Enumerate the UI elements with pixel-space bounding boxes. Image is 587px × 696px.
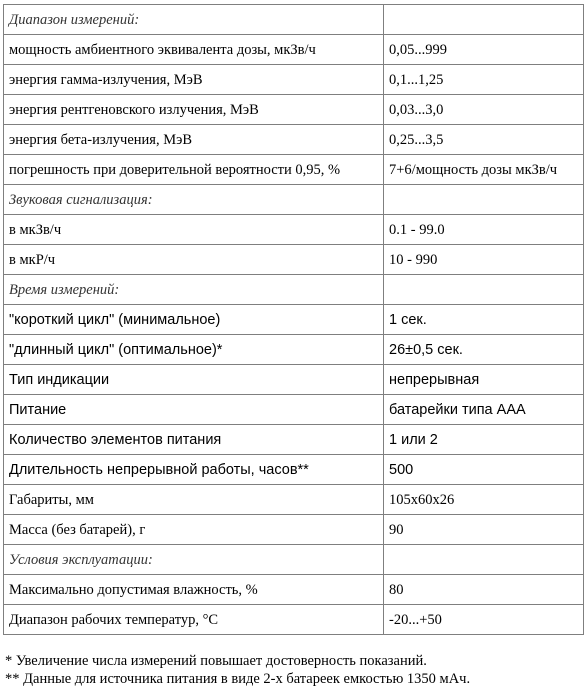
parameter-name: погрешность при доверительной вероятности 0,95, % <box>4 155 384 185</box>
parameter-value <box>384 275 584 305</box>
specifications-table-body <box>4 5 584 635</box>
spec-row <box>4 335 584 365</box>
parameter-value: 10 - 990 <box>384 245 584 275</box>
parameter-value: 500 <box>384 455 584 485</box>
spec-row <box>4 245 584 275</box>
specifications-table <box>3 4 584 635</box>
parameter-value <box>384 545 584 575</box>
parameter-value: 26±0,5 сек. <box>384 335 584 365</box>
parameter-name: в мкР/ч <box>4 245 384 275</box>
spec-row <box>4 395 584 425</box>
spec-row <box>4 35 584 65</box>
spec-row <box>4 305 584 335</box>
section-header-row <box>4 545 584 575</box>
section-title: Условия эксплуатации: <box>4 545 384 575</box>
parameter-value <box>384 185 584 215</box>
parameter-name: мощность амбиентного эквивалента дозы, мкЗв/ч <box>4 35 384 65</box>
footnotes <box>5 652 583 688</box>
parameter-value: -20...+50 <box>384 605 584 635</box>
spec-row <box>4 575 584 605</box>
parameter-value: 105x60x26 <box>384 485 584 515</box>
parameter-name: Максимально допустимая влажность, % <box>4 575 384 605</box>
spec-row <box>4 215 584 245</box>
parameter-name: энергия бета-излучения, МэВ <box>4 125 384 155</box>
spec-row <box>4 605 584 635</box>
spec-row <box>4 455 584 485</box>
parameter-name: Количество элементов питания <box>4 425 384 455</box>
footnote-battery-capacity: ** Данные для источника питания в виде 2-х батареек емкостью 1350 мАч. <box>5 671 471 687</box>
section-title: Звуковая сигнализация: <box>4 185 384 215</box>
parameter-value: 0,1...1,25 <box>384 65 584 95</box>
spec-row <box>4 155 584 185</box>
parameter-name: Тип индикации <box>4 365 384 395</box>
parameter-name: Габариты, мм <box>4 485 384 515</box>
parameter-value: 0,05...999 <box>384 35 584 65</box>
parameter-value: 0,03...3,0 <box>384 95 584 125</box>
spec-row <box>4 365 584 395</box>
parameter-name: Питание <box>4 395 384 425</box>
parameter-value <box>384 5 584 35</box>
parameter-name: Длительность непрерывной работы, часов** <box>4 455 384 485</box>
footnote-measurement-count: * Увеличение числа измерений повышает достоверность показаний. <box>5 653 427 669</box>
section-title: Время измерений: <box>4 275 384 305</box>
parameter-value: 0.1 - 99.0 <box>384 215 584 245</box>
spec-row <box>4 515 584 545</box>
section-header-row <box>4 5 584 35</box>
parameter-name: энергия рентгеновского излучения, МэВ <box>4 95 384 125</box>
parameter-name: энергия гамма-излучения, МэВ <box>4 65 384 95</box>
spec-row <box>4 425 584 455</box>
spec-row <box>4 125 584 155</box>
parameter-value: 7+6/мощность дозы мкЗв/ч <box>384 155 584 185</box>
spec-row <box>4 65 584 95</box>
section-header-row <box>4 275 584 305</box>
parameter-name: "короткий цикл" (минимальное) <box>4 305 384 335</box>
section-title: Диапазон измерений: <box>4 5 384 35</box>
parameter-name: "длинный цикл" (оптимальное)* <box>4 335 384 365</box>
parameter-value: 1 или 2 <box>384 425 584 455</box>
parameter-name: в мкЗв/ч <box>4 215 384 245</box>
spec-row <box>4 95 584 125</box>
parameter-value: 1 сек. <box>384 305 584 335</box>
parameter-name: Масса (без батарей), г <box>4 515 384 545</box>
parameter-value: непрерывная <box>384 365 584 395</box>
parameter-value: батарейки типа ААА <box>384 395 584 425</box>
parameter-value: 0,25...3,5 <box>384 125 584 155</box>
parameter-name: Диапазон рабочих температур, °С <box>4 605 384 635</box>
parameter-value: 90 <box>384 515 584 545</box>
section-header-row <box>4 185 584 215</box>
spec-row <box>4 485 584 515</box>
parameter-value: 80 <box>384 575 584 605</box>
